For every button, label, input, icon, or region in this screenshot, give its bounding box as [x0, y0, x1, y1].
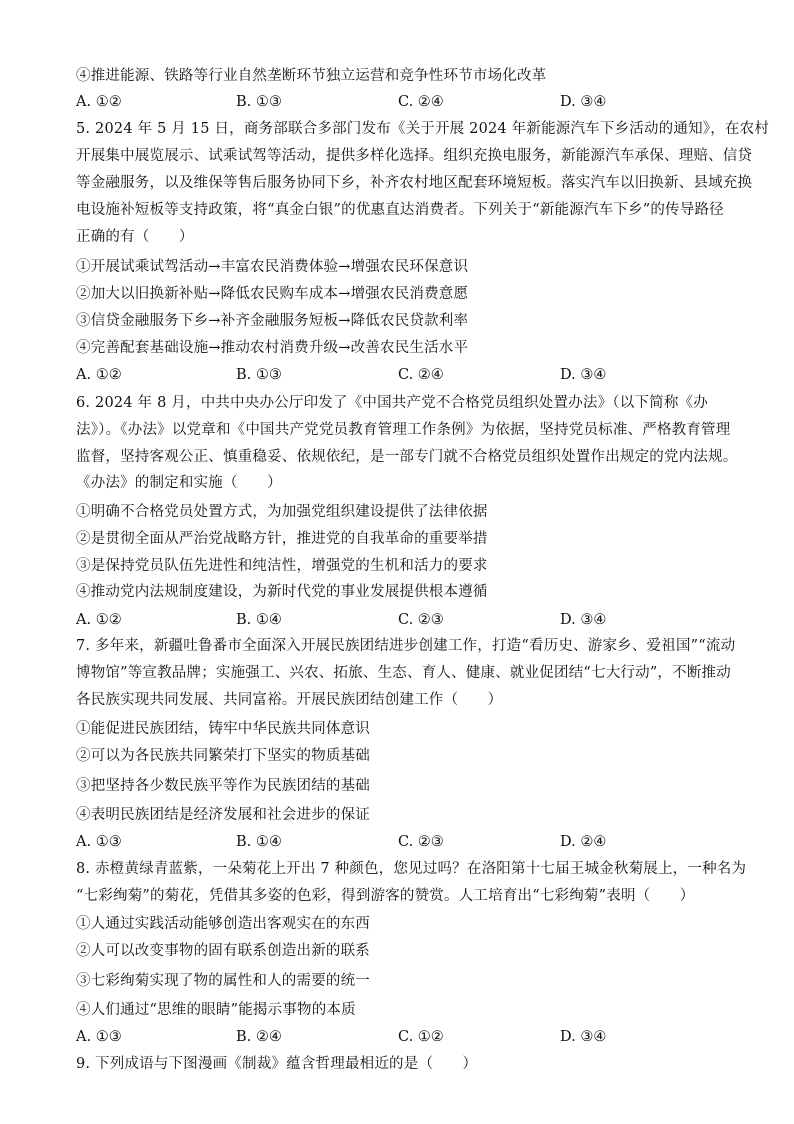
- q8-item-1: ①人通过实践活动能够创造出客观实在的东西: [76, 916, 370, 932]
- q5-stem-line: 开展集中展览展示、试乘试驾等活动，提供多样化选择。组织充换电服务，新能源汽车承保、理赔、信贷: [76, 148, 753, 164]
- option-d: D. ③④: [560, 1029, 607, 1045]
- q5-stem-line: 正确的有（ ）: [76, 229, 194, 245]
- q6-item-4: ④推动党内法规制度建设，为新时代党的事业发展提供根本遵循: [76, 584, 488, 600]
- option-b: B. ①④: [236, 834, 282, 850]
- option-c: C. ②③: [398, 834, 444, 850]
- option-a: A. ①③: [76, 834, 122, 850]
- q7-item-3: ③把坚持各少数民族平等作为民族团结的基础: [76, 778, 370, 794]
- option-c: C. ②③: [398, 612, 444, 628]
- option-b: B. ①③: [236, 367, 282, 383]
- q7-stem-line: 博物馆”等宣教品牌；实施强工、兴农、拓旅、生态、育人、健康、就业促团结“七大行动”，不断推动: [76, 665, 731, 681]
- q7-item-1: ①能促进民族团结，铸牢中华民族共同体意识: [76, 721, 370, 737]
- option-c: C. ②④: [398, 94, 444, 110]
- option-d: D. ③④: [560, 612, 607, 628]
- option-b: B. ①③: [236, 94, 282, 110]
- option-d: D. ③④: [560, 367, 607, 383]
- q7-options: [76, 832, 720, 852]
- option-d: D. ②④: [560, 834, 607, 850]
- option-b: B. ②④: [236, 1029, 282, 1045]
- q8-stem-line: 8. 赤橙黄绿青蓝紫，一朵菊花上开出 7 种颜色，您见过吗？在洛阳第十七届王城金秋菊展上，一种名为: [76, 861, 747, 877]
- q8-item-4: ④人们通过“思维的眼睛”能揭示事物的本质: [76, 1002, 356, 1018]
- q5-item-2: ②加大以旧换新补贴→降低农民购车成本→增强农民消费意愿: [76, 286, 469, 302]
- option-a: A. ①②: [76, 367, 122, 383]
- q9-stem-line: 9. 下列成语与下图漫画《制裁》蕴含哲理最相近的是（ ）: [76, 1056, 478, 1072]
- option-a: A. ①②: [76, 94, 122, 110]
- q5-item-1: ①开展试乘试驾活动→丰富农民消费体验→增强农民环保意识: [76, 259, 469, 275]
- q5-stem-line: 5. 2024 年 5 月 15 日，商务部联合多部门发布《关于开展 2024 年新能源汽车下乡活动的通知》，在农村: [76, 121, 770, 137]
- q7-item-4: ④表明民族团结是经济发展和社会进步的保证: [76, 807, 370, 823]
- q5-stem-line: 等金融服务，以及维保等售后服务协同下乡，补齐农村地区配套环境短板。落实汽车以旧换新、县域充换: [76, 175, 753, 191]
- option-b: B. ①④: [236, 612, 282, 628]
- option-d: D. ③④: [560, 94, 607, 110]
- q8-stem-line: “七彩绚菊”的菊花，凭借其多姿的色彩，得到游客的赞赏。人工培育出“七彩绚菊”表明（ ）: [76, 888, 695, 904]
- q6-item-1: ①明确不合格党员处置方式，为加强党组织建设提供了法律依据: [76, 504, 488, 520]
- q6-stem-line: 法》）。《办法》以党章和《中国共产党党员教育管理工作条例》为依据，坚持党员标准、严格教育管理: [76, 422, 731, 438]
- q4-item-4: ④推进能源、铁路等行业自然垄断环节独立运营和竞争性环节市场化改革: [76, 68, 547, 84]
- option-a: A. ①②: [76, 612, 122, 628]
- q6-stem-line: 监督，坚持客观公正、慎重稳妥、依规依纪，是一部专门就不合格党员组织处置作出规定的党内法规。: [76, 449, 738, 465]
- q8-item-2: ②人可以改变事物的固有联系创造出新的联系: [76, 943, 370, 959]
- q5-options: [76, 365, 720, 385]
- q5-item-3: ③信贷金融服务下乡→补齐金融服务短板→降低农民贷款利率: [76, 313, 469, 329]
- q8-options: [76, 1027, 720, 1047]
- q5-item-4: ④完善配套基础设施→推动农村消费升级→改善农民生活水平: [76, 340, 469, 356]
- q6-options: [76, 610, 720, 630]
- option-a: A. ①③: [76, 1029, 122, 1045]
- q7-stem-line: 各民族实现共同发展、共同富裕。开展民族团结创建工作（ ）: [76, 692, 503, 708]
- q7-stem-line: 7. 多年来，新疆吐鲁番市全面深入开展民族团结进步创建工作，打造“看历史、游家乡、爱祖国”“流动: [76, 638, 736, 654]
- q8-item-3: ③七彩绚菊实现了物的属性和人的需要的统一: [76, 973, 370, 989]
- q6-stem-line: 6. 2024 年 8 月，中共中央办公厅印发了《中国共产党不合格党员组织处置办法》（以下简称《办: [76, 395, 708, 411]
- option-c: C. ②④: [398, 367, 444, 383]
- q6-item-2: ②是贯彻全面从严治党战略方针，推进党的自我革命的重要举措: [76, 531, 488, 547]
- q6-stem-line: 《办法》的制定和实施（ ）: [76, 475, 282, 491]
- q5-stem-line: 电设施补短板等支持政策，将“真金白银”的优惠直达消费者。下列关于“新能源汽车下乡”的传导路径: [76, 202, 724, 218]
- q4-options: [76, 92, 720, 112]
- q7-item-2: ②可以为各民族共同繁荣打下坚实的物质基础: [76, 748, 370, 764]
- option-c: C. ①②: [398, 1029, 444, 1045]
- q6-item-3: ③是保持党员队伍先进性和纯洁性，增强党的生机和活力的要求: [76, 558, 488, 574]
